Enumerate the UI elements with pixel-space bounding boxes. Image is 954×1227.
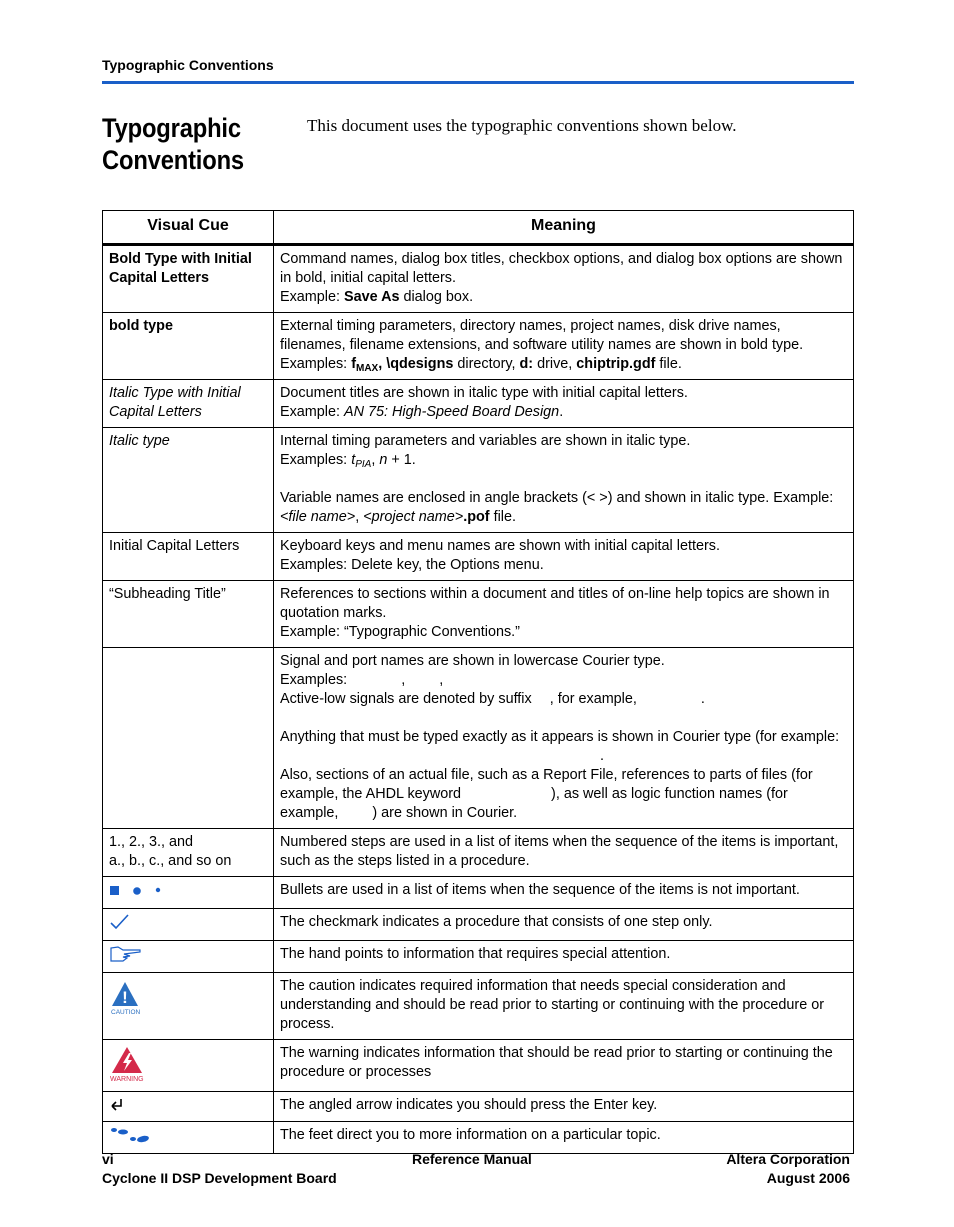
table-row <box>103 1040 854 1092</box>
meaning-text: References to sections within a document and titles of on-line help topics are shown in quotation marks. <box>280 586 830 621</box>
meaning-text: Active-low signals are denoted by suffix <box>280 691 536 707</box>
cue-cell <box>103 648 274 829</box>
example-label: Example: <box>280 289 344 305</box>
meaning-text: Also, sections of an actual file, such as a Report File, references to parts of files (for example, the AHDL keyword <box>280 767 813 802</box>
example-text: file. <box>655 356 682 372</box>
example-label: Examples: <box>280 356 352 372</box>
table-row <box>103 533 854 581</box>
example-tail: dialog box. <box>399 289 474 305</box>
table-row <box>103 581 854 648</box>
example-label: Examples: <box>280 672 352 688</box>
warning-label: WARNING <box>110 1076 144 1083</box>
feet-icon <box>109 1125 159 1145</box>
table-row <box>103 648 854 829</box>
separator: , <box>355 509 364 525</box>
example-label: Examples: <box>280 452 352 468</box>
example-fmax-sub: MAX <box>355 363 379 374</box>
footer-product: Cyclone II DSP Development Board <box>102 1170 337 1186</box>
meaning-cell: The warning indicates information that should be read prior to starting or continuing the procedure or processes <box>274 1040 854 1092</box>
table-row <box>103 909 854 941</box>
meaning-cell <box>274 648 854 829</box>
example-fmax: f <box>351 356 356 372</box>
cue-cell: Italic type <box>103 428 274 533</box>
meaning-text: Anything that must be typed exactly as it appears is shown in Courier type (for example: <box>280 729 840 745</box>
meaning-text: Command names, dialog box titles, checkbox options, and dialog box options are shown in bold, initial capital letters. <box>280 251 843 286</box>
page-footer <box>102 1150 850 1188</box>
meaning-text: Signal and port names are shown in lowercase Courier type. <box>280 653 665 669</box>
footer-date: August 2006 <box>766 1170 850 1186</box>
intro-text: This document uses the typographic conventions shown below. <box>307 116 737 135</box>
example-italic: AN 75: High-Speed Board Design <box>344 404 560 420</box>
table-row <box>103 941 854 973</box>
meaning-text: Examples: Delete key, the Options menu. <box>280 557 544 573</box>
footer-page-number: vi <box>102 1151 114 1167</box>
cue-text: 1., 2., 3., and <box>109 834 194 850</box>
example-pof: .pof <box>463 509 490 525</box>
table-header-row <box>103 211 854 245</box>
cue-cell: Bold Type with Initial Capital Letters <box>103 245 274 313</box>
checkmark-icon <box>109 912 131 932</box>
cue-text: a., b., c., and so on <box>109 853 232 869</box>
caution-label: CAUTION <box>111 1009 141 1016</box>
example-drive: d: <box>519 356 534 372</box>
separator: , <box>401 672 410 688</box>
header-meaning: Meaning <box>274 211 854 245</box>
section-title: Typographic Conventions <box>102 113 244 175</box>
meaning-cell <box>274 533 854 581</box>
meaning-cell: The angled arrow indicates you should press the Enter key. <box>274 1092 854 1122</box>
meaning-cell <box>274 380 854 428</box>
caution-icon <box>109 976 149 1016</box>
meaning-cell: Numbered steps are used in a list of items when the sequence of the items is important, such as the steps listed in a procedure. <box>274 829 854 877</box>
example-n: n <box>379 452 388 468</box>
cue-cell: Initial Capital Letters <box>103 533 274 581</box>
cue-cell <box>103 1092 274 1122</box>
table-row <box>103 428 854 533</box>
example-text: . <box>559 404 564 420</box>
running-header: Typographic Conventions <box>102 57 274 73</box>
meaning-text: Document titles are shown in italic type with initial capital letters. <box>280 385 688 401</box>
table-row <box>103 973 854 1040</box>
example-label: Example: <box>280 404 344 420</box>
example-text: file. <box>489 509 516 525</box>
example-qdesigns: \qdesigns <box>386 356 454 372</box>
example-project-name: <project name> <box>363 509 464 525</box>
example-text: directory, <box>453 356 520 372</box>
meaning-text: Example: “Typographic Conventions.” <box>280 624 520 640</box>
example-text: drive, <box>533 356 577 372</box>
meaning-text: External timing parameters, directory names, project names, disk drive names, filenames, filename extensions, and software utility names are shown in bold type. <box>280 318 804 353</box>
meaning-cell <box>274 581 854 648</box>
example-tpia: t <box>351 452 356 468</box>
cue-cell: bold type <box>103 313 274 380</box>
example-tpia-sub: PIA <box>355 459 372 470</box>
table-row <box>103 829 854 877</box>
cue-cell <box>103 909 274 941</box>
separator: , <box>378 356 387 372</box>
bullets-icon <box>109 880 169 900</box>
meaning-text: . <box>700 691 705 707</box>
footer-doc-type: Reference Manual <box>412 1151 532 1167</box>
cue-cell: Italic Type with Initial Capital Letters <box>103 380 274 428</box>
meaning-text: ) are shown in Courier. <box>372 805 518 821</box>
cue-cell: “Subheading Title” <box>103 581 274 648</box>
separator: , <box>439 672 444 688</box>
meaning-cell: The caution indicates required information that needs special consideration and understanding and should be read prior to starting or continuing with the procedure or process. <box>274 973 854 1040</box>
header-visual-cue: Visual Cue <box>103 211 274 245</box>
meaning-cell: The feet direct you to more information on a particular topic. <box>274 1122 854 1154</box>
example-file-name: <file name> <box>280 509 356 525</box>
svg-text:!: ! <box>122 988 128 1007</box>
meaning-cell <box>274 428 854 533</box>
table-row <box>103 877 854 909</box>
warning-icon <box>109 1043 149 1083</box>
meaning-text: ), as well as logic function names (for example, <box>280 786 788 821</box>
meaning-cell: The hand points to information that requires special attention. <box>274 941 854 973</box>
enter-arrow-icon <box>109 1095 127 1113</box>
table-row <box>103 1122 854 1154</box>
cue-cell <box>103 1040 274 1092</box>
cue-cell <box>103 973 274 1040</box>
table-row <box>103 313 854 380</box>
header-rule <box>102 81 854 84</box>
meaning-cell <box>274 245 854 313</box>
separator: , <box>371 452 380 468</box>
table-row <box>103 380 854 428</box>
meaning-cell: Bullets are used in a list of items when the sequence of the items is not important. <box>274 877 854 909</box>
meaning-text: . <box>600 748 604 764</box>
conventions-table <box>102 210 854 1154</box>
table-row <box>103 245 854 313</box>
footer-company: Altera Corporation <box>726 1151 850 1167</box>
cue-cell <box>103 829 274 877</box>
example-bold: Save As <box>344 289 400 305</box>
example-text: + 1. <box>387 452 416 468</box>
meaning-cell: The checkmark indicates a procedure that consists of one step only. <box>274 909 854 941</box>
example-file: chiptrip.gdf <box>576 356 656 372</box>
meaning-text: , for example, <box>549 691 641 707</box>
hand-pointer-icon <box>109 944 143 964</box>
cue-cell <box>103 941 274 973</box>
table-row <box>103 1092 854 1122</box>
meaning-cell <box>274 313 854 380</box>
meaning-text: Internal timing parameters and variables are shown in italic type. <box>280 433 691 449</box>
cue-cell <box>103 877 274 909</box>
cue-cell <box>103 1122 274 1154</box>
meaning-text: Keyboard keys and menu names are shown with initial capital letters. <box>280 538 720 554</box>
meaning-text: Variable names are enclosed in angle brackets (< >) and shown in italic type. Example: <box>280 490 834 506</box>
